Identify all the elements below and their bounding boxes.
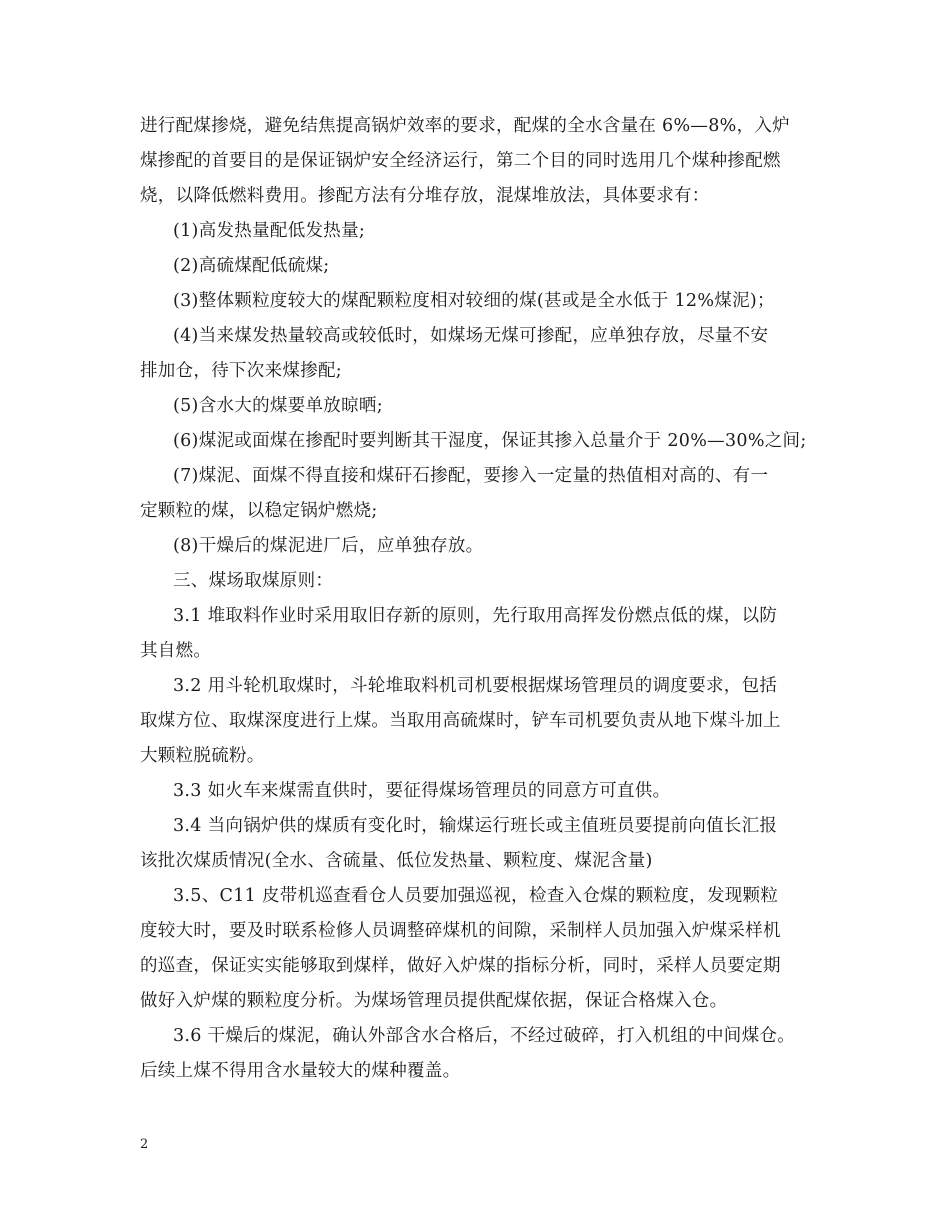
paragraph-line: 3.4 当向锅炉供的煤质有变化时，输煤运行班长或主值班员要提前向值长汇报 [173,816,778,836]
text-line: 进行配煤掺烧，避免结焦提高锅炉效率的要求，配煤的全水含量在 6%—8%，入炉 [140,116,790,136]
paragraph-line: 3.2 用斗轮机取煤时，斗轮堆取料机司机要根据煤场管理员的调度要求，包括 [173,676,778,696]
list-item: (7)煤泥、面煤不得直接和煤矸石掺配，要掺入一定量的热值相对高的、有一 [173,466,769,486]
list-item: (8)干燥后的煤泥进厂后，应单独存放。 [173,536,484,556]
paragraph-line: 3.5、C11 皮带机巡查看仓人员要加强巡视，检查入仓煤的颗粒度，发现颗粒 [173,886,779,906]
text-line: 度较大时，要及时联系检修人员调整碎煤机的间隙，采制样人员加强入炉煤采样机 [140,921,781,941]
text-line: 定颗粒的煤，以稳定锅炉燃烧; [140,501,378,521]
list-item: (1)高发热量配低发热量; [173,221,366,241]
text-line: 的巡查，保证实实能够取到煤样，做好入炉煤的指标分析，同时，采样人员要定期 [140,956,781,976]
list-item: (4)当来煤发热量较高或较低时，如煤场无煤可掺配，应单独存放，尽量不安 [173,326,769,346]
text-line: 该批次煤质情况(全水、含硫量、低位发热量、颗粒度、煤泥含量) [140,851,653,871]
list-item: (2)高硫煤配低硫煤; [173,256,330,276]
text-line: 取煤方位、取煤深度进行上煤。当取用高硫煤时，铲车司机要负责从地下煤斗加上 [140,711,781,731]
text-line: 其自燃。 [140,641,212,661]
list-item: (6)煤泥或面煤在掺配时要判断其干湿度，保证其掺入总量介于 20%—30%之间; [173,431,807,451]
page-number: 2 [140,1137,149,1152]
text-line: 煤掺配的首要目的是保证锅炉安全经济运行，第二个目的同时选用几个煤种掺配燃 [140,151,781,171]
text-line: 烧，以降低燃料费用。掺配方法有分堆存放，混煤堆放法，具体要求有： [140,186,710,206]
text-line: 排加仓，待下次来煤掺配; [140,361,342,381]
paragraph-line: 3.3 如火车来煤需直供时，要征得煤场管理员的同意方可直供。 [173,781,671,801]
paragraph-line: 3.1 堆取料作业时采用取旧存新的原则，先行取用高挥发份燃点低的煤，以防 [173,606,778,626]
text-line: 大颗粒脱硫粉。 [140,746,265,766]
paragraph-line: 3.6 干燥后的煤泥，确认外部含水合格后，不经过破碎，打入机组的中间煤仓。 [173,1026,795,1046]
text-line: 后续上煤不得用含水量较大的煤种覆盖。 [140,1061,461,1081]
list-item: (5)含水大的煤要单放晾晒; [173,396,383,416]
section-heading: 三、煤场取煤原则： [173,571,334,591]
list-item: (3)整体颗粒度较大的煤配颗粒度相对较细的煤(甚或是全水低于 12%煤泥)； [173,291,775,311]
text-line: 做好入炉煤的颗粒度分析。为煤场管理员提供配煤依据，保证合格煤入仓。 [140,991,728,1011]
